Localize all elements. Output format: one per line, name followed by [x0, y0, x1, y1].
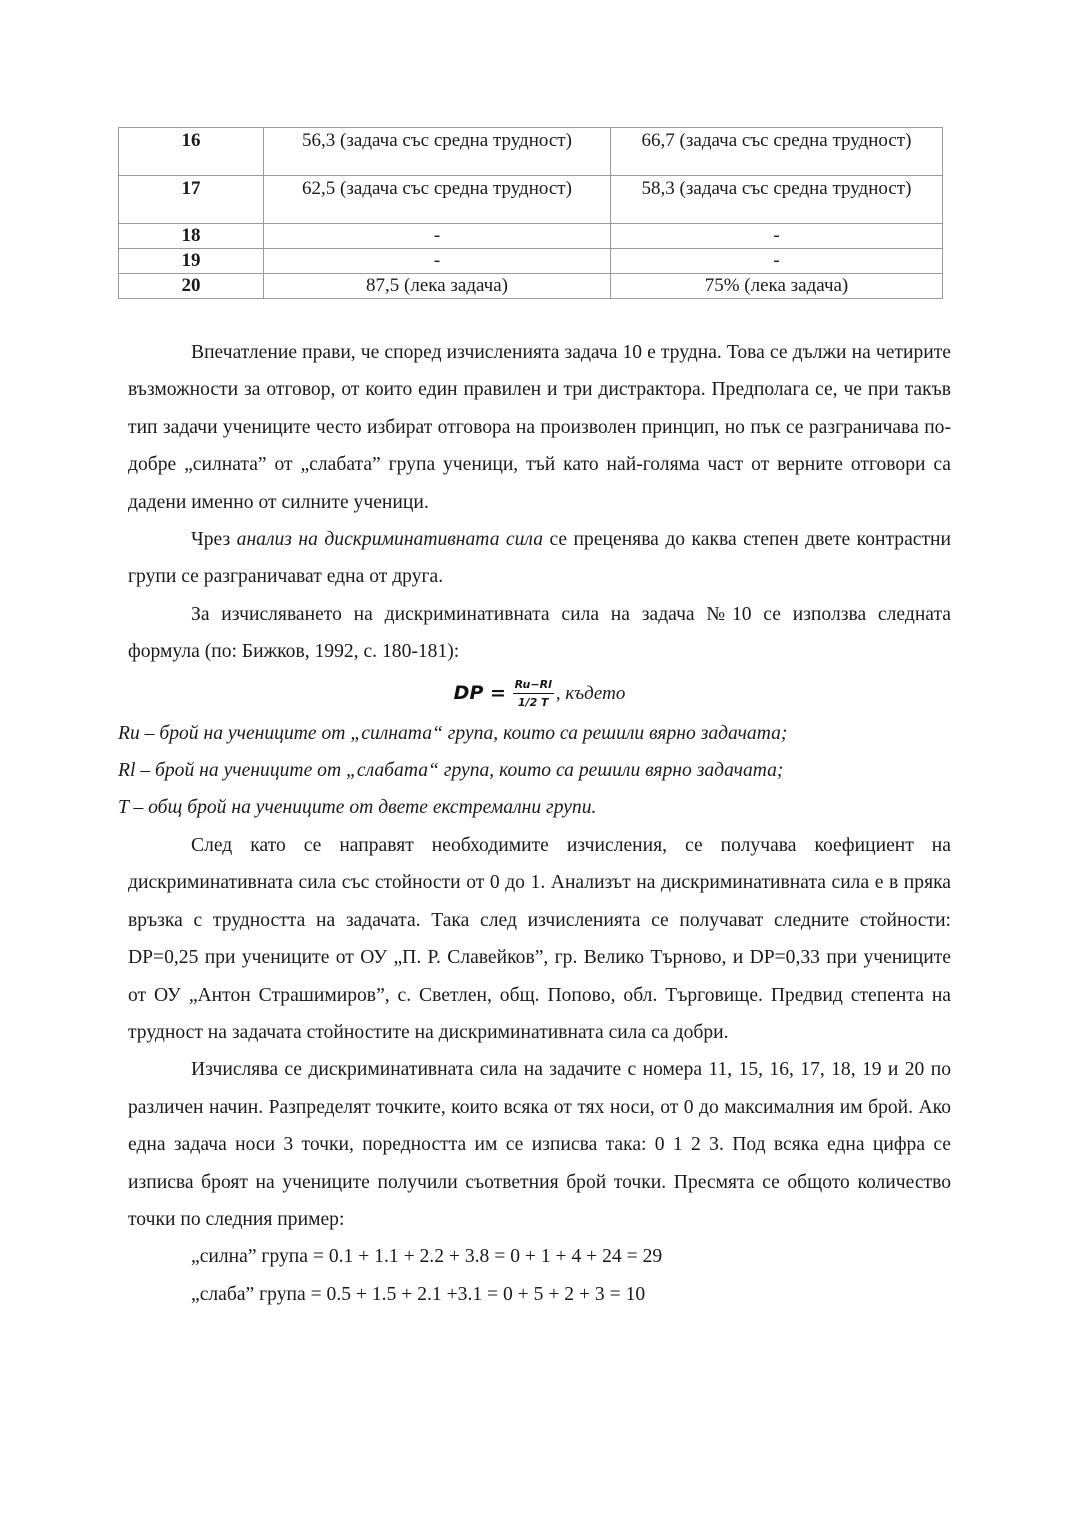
- task-number: 17: [119, 176, 264, 224]
- table-row: [119, 128, 943, 176]
- formula: [128, 671, 951, 715]
- paragraph-formula-intro: За изчисляването на дискриминативната сила на задача №10 се използва следната формула (по: Бижков, 1992, с. 180-181):: [128, 603, 951, 663]
- group-b-value: 75% (лека задача): [611, 274, 943, 299]
- formula-definitions: [118, 715, 951, 827]
- formula-numerator: Ru−Rl: [513, 678, 554, 694]
- definition-rl: Rl – брой на учениците от „слабата“ група, които са решили вярно задачата;: [118, 760, 784, 782]
- table-row: [119, 224, 943, 249]
- analysis-term: анализ на дискриминативната сила: [236, 529, 544, 551]
- task-number: 20: [119, 274, 264, 299]
- definition-ru: Ru – брой на учениците от „силната“ група, които са решили вярно задачата;: [118, 722, 788, 744]
- paragraph-results: След като се направят необходимите изчисления, се получава коефициент на дискриминативната сила със стойности от 0 до 1. Анализът на дискриминативната сила е в пряка връзка с трудността на задачата. Така след изчисленията се получават следните стойности: DP=0,25 при учениците от ОУ „П. Р. Славейков”, гр. Велико Търново, и DP=0,33 при учениците от ОУ „Антон Страшимиров”, с. Светлен, общ. Попово, обл. Търговище. Предвид степента на трудност на задачата стойностите на дискриминативната сила са добри.: [128, 834, 951, 1043]
- task-number: 16: [119, 128, 264, 176]
- formula-suffix: , където: [555, 682, 626, 704]
- paragraph-analysis-start: Чрез: [191, 529, 237, 551]
- group-a-value: 56,3 (задача със средна трудност): [264, 128, 611, 176]
- paragraph-method: Изчислява се дискриминативната сила на задачите с номера 11, 15, 16, 17, 18, 19 и 20 по различен начин. Разпределят точките, които всяка от тях носи, от 0 до максималния им брой. Ако една задача носи 3 точки, поредността им се изписва така: 0 1 2 3. Под всяка една цифра се изписва броят на учениците получили съответния брой точки. Пресмята се общото количество точки по следния пример:: [128, 1059, 951, 1230]
- paragraph-difficulty: Впечатление прави, че според изчисленията задача 10 е трудна. Това се дължи на четирите възможности за отговор, от които един правилен и три дистрактора. Предполага се, че при такъв тип задачи учениците често избират отговора на произволен принцип, но пък се разграничава по-добре „силната” от „слабата” група ученици, тъй като най-голяма част от верните отговори са дадени именно от силните ученици.: [128, 342, 951, 513]
- results-table: [118, 127, 943, 299]
- formula-fraction: [513, 678, 554, 710]
- definition-t: T – общ брой на учениците от двете екстремални групи.: [118, 797, 597, 819]
- calc-weak-group: „слаба” група = 0.5 + 1.5 + 2.1 +3.1 = 0 + 5 + 2 + 3 = 10: [191, 1283, 646, 1305]
- task-number: 18: [119, 224, 264, 249]
- body-text: [118, 334, 951, 1313]
- group-b-value: -: [611, 249, 943, 274]
- paragraph-analysis: [128, 521, 951, 596]
- group-a-value: 87,5 (лека задача): [264, 274, 611, 299]
- group-b-value: 58,3 (задача със средна трудност): [611, 176, 943, 224]
- group-b-value: -: [611, 224, 943, 249]
- formula-denominator: 1/2 T: [517, 696, 549, 710]
- table-row: [119, 249, 943, 274]
- group-a-value: 62,5 (задача със средна трудност): [264, 176, 611, 224]
- group-a-value: -: [264, 224, 611, 249]
- group-b-value: 66,7 (задача със средна трудност): [611, 128, 943, 176]
- table-row: [119, 176, 943, 224]
- table-row: [119, 274, 943, 299]
- group-a-value: -: [264, 249, 611, 274]
- calc-strong-group: „силна” група = 0.1 + 1.1 + 2.2 + 3.8 = 0 + 1 + 4 + 24 = 29: [191, 1246, 663, 1268]
- task-number: 19: [119, 249, 264, 274]
- formula-lhs: DP =: [453, 681, 506, 704]
- paragraph-analysis-end: се преценява до каква степен двете контрастни групи се разграничават една от друга.: [128, 529, 951, 588]
